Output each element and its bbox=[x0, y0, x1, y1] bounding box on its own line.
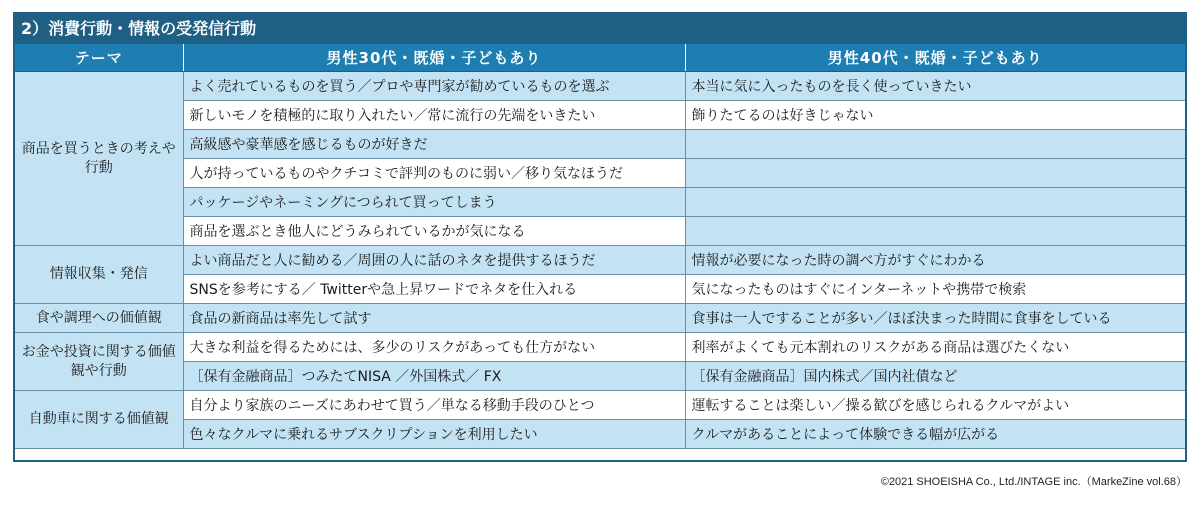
table-row bbox=[15, 130, 1185, 159]
cell-40s: 利率がよくても元本割れのリスクがある商品は選びたくない bbox=[685, 333, 1185, 362]
table-row bbox=[15, 101, 1185, 130]
table-title: 2）消費行動・情報の受発信行動 bbox=[15, 14, 1185, 44]
cell-30s: 色々なクルマに乗れるサブスクリプションを利用したい bbox=[183, 420, 685, 449]
cell-30s: 高級感や豪華感を感じるものが好きだ bbox=[183, 130, 685, 159]
table-row bbox=[15, 333, 1185, 362]
header-theme: テーマ bbox=[15, 44, 183, 72]
cell-30s: 食品の新商品は率先して試す bbox=[183, 304, 685, 333]
table-row bbox=[15, 159, 1185, 188]
header-40s: 男性40代・既婚・子どもあり bbox=[685, 44, 1185, 72]
table-row bbox=[15, 246, 1185, 275]
cell-40s: 情報が必要になった時の調べ方がすぐにわかる bbox=[685, 246, 1185, 275]
cell-40s: 飾りたてるのは好きじゃない bbox=[685, 101, 1185, 130]
category-cell: お金や投資に関する価値観や行動 bbox=[15, 333, 183, 391]
category-cell: 食や調理への価値観 bbox=[15, 304, 183, 333]
cell-30s: ［保有金融商品］つみたてNISA ／外国株式／ FX bbox=[183, 362, 685, 391]
cell-30s: 大きな利益を得るためには、多少のリスクがあっても仕方がない bbox=[183, 333, 685, 362]
data-table bbox=[15, 44, 1185, 449]
cell-30s: よく売れているものを買う／プロや専門家が勧めているものを選ぶ bbox=[183, 72, 685, 101]
table-row bbox=[15, 420, 1185, 449]
table-row bbox=[15, 362, 1185, 391]
cell-30s: 新しいモノを積極的に取り入れたい／常に流行の先端をいきたい bbox=[183, 101, 685, 130]
cell-40s bbox=[685, 217, 1185, 246]
table-frame bbox=[13, 12, 1187, 462]
cell-40s: クルマがあることによって体験できる幅が広がる bbox=[685, 420, 1185, 449]
cell-40s: 気になったものはすぐにインターネットや携帯で検索 bbox=[685, 275, 1185, 304]
cell-40s: 食事は一人ですることが多い／ほぼ決まった時間に食事をしている bbox=[685, 304, 1185, 333]
category-cell: 自動車に関する価値観 bbox=[15, 391, 183, 449]
cell-30s: よい商品だと人に勧める／周囲の人に話のネタを提供するほうだ bbox=[183, 246, 685, 275]
cell-30s: SNSを参考にする／ Twitterや急上昇ワードでネタを仕入れる bbox=[183, 275, 685, 304]
table-row bbox=[15, 275, 1185, 304]
header-row bbox=[15, 44, 1185, 72]
cell-40s: ［保有金融商品］国内株式／国内社債など bbox=[685, 362, 1185, 391]
table-row bbox=[15, 217, 1185, 246]
table-row bbox=[15, 188, 1185, 217]
cell-30s: 人が持っているものやクチコミで評判のものに弱い／移り気なほうだ bbox=[183, 159, 685, 188]
table-row bbox=[15, 304, 1185, 333]
cell-30s: 商品を選ぶとき他人にどうみられているかが気になる bbox=[183, 217, 685, 246]
copyright-credit: ©2021 SHOEISHA Co., Ltd./INTAGE inc.（MarkeZine vol.68） bbox=[880, 476, 1187, 488]
table-row bbox=[15, 72, 1185, 101]
table-row bbox=[15, 391, 1185, 420]
cell-40s bbox=[685, 159, 1185, 188]
cell-40s: 本当に気に入ったものを長く使っていきたい bbox=[685, 72, 1185, 101]
cell-40s bbox=[685, 130, 1185, 159]
cell-40s: 運転することは楽しい／操る歓びを感じられるクルマがよい bbox=[685, 391, 1185, 420]
cell-30s: 自分より家族のニーズにあわせて買う／単なる移動手段のひとつ bbox=[183, 391, 685, 420]
cell-30s: パッケージやネーミングにつられて買ってしまう bbox=[183, 188, 685, 217]
category-cell: 情報収集・発信 bbox=[15, 246, 183, 304]
cell-40s bbox=[685, 188, 1185, 217]
header-30s: 男性30代・既婚・子どもあり bbox=[183, 44, 685, 72]
category-cell: 商品を買うときの考えや行動 bbox=[15, 72, 183, 246]
